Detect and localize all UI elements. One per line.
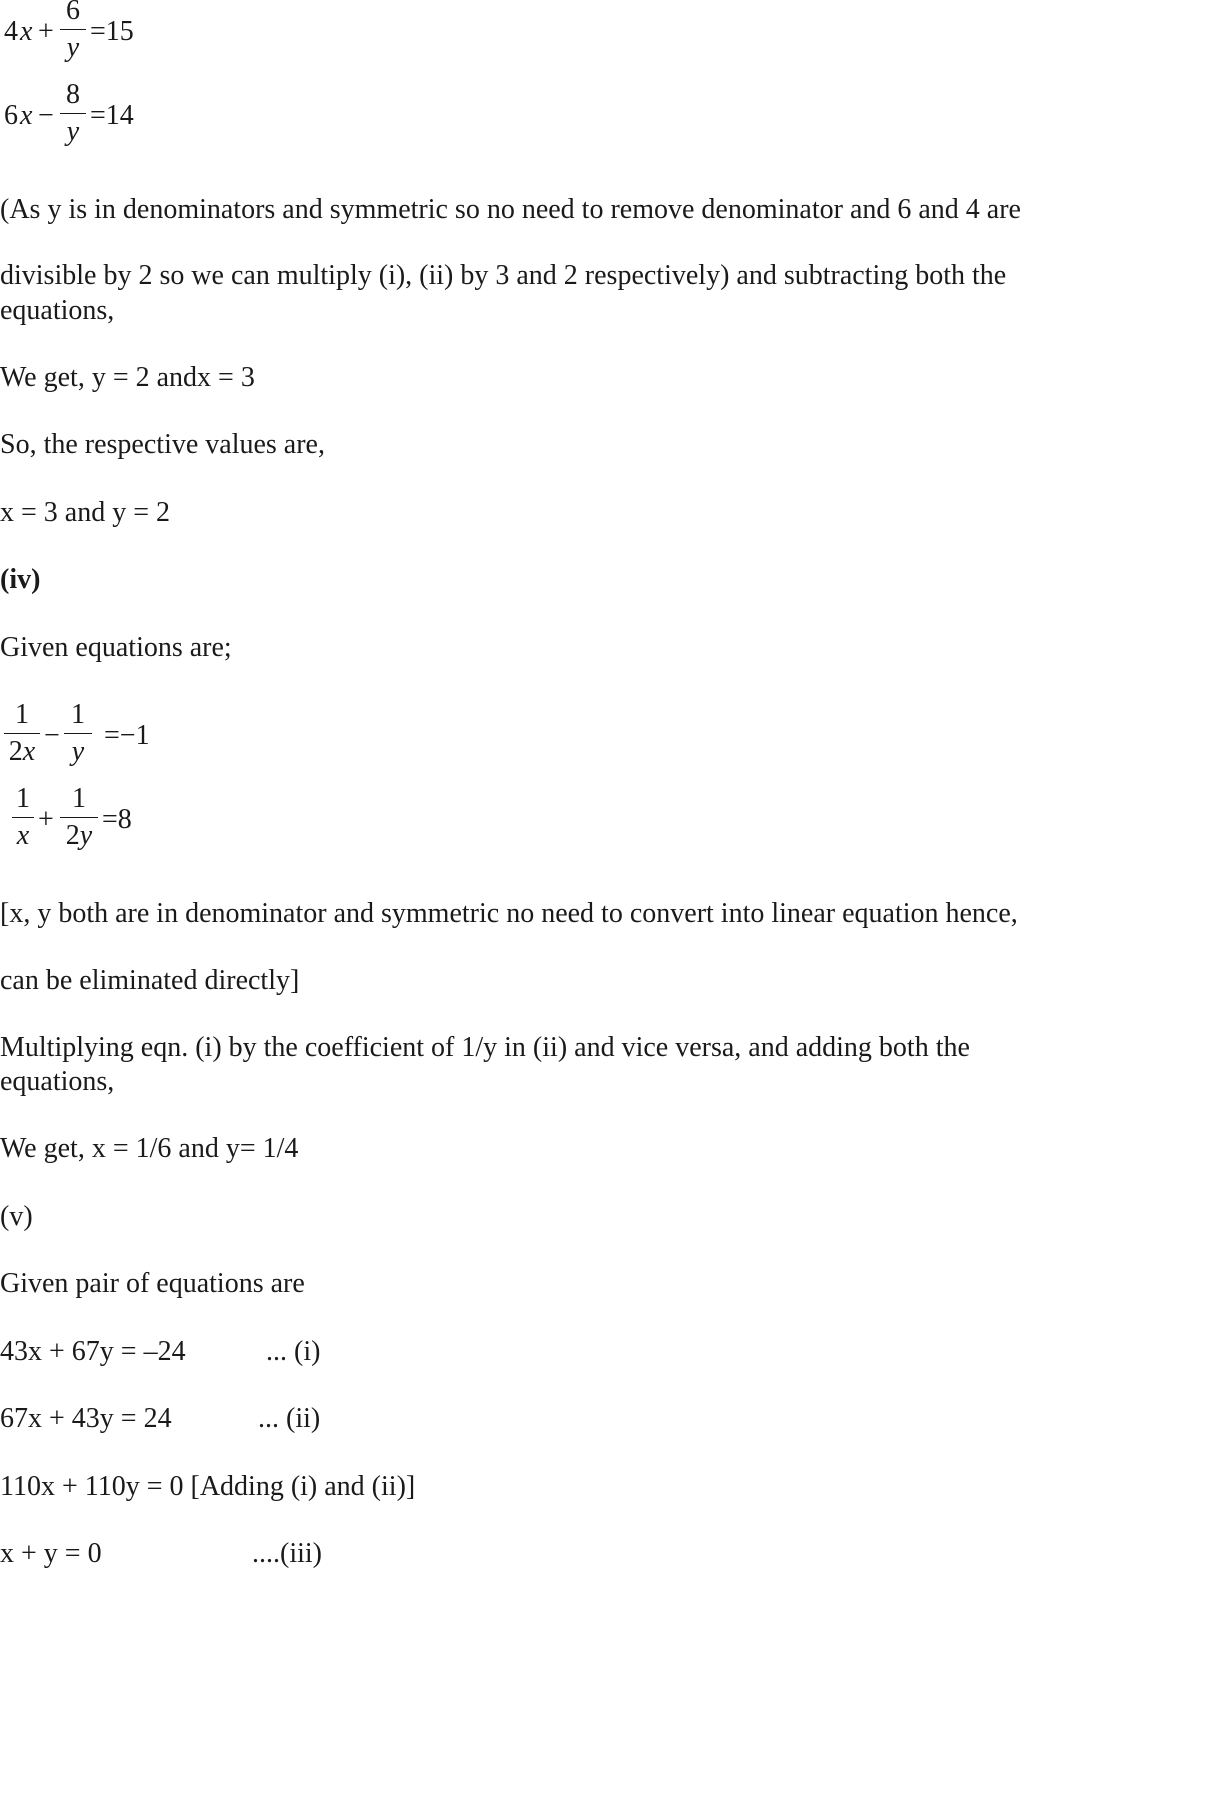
eq1-numerator: 6 bbox=[66, 0, 80, 26]
eq2-numerator: 8 bbox=[66, 79, 80, 110]
part-iv-heading: (iv) bbox=[0, 564, 41, 595]
fraction-bar bbox=[60, 29, 86, 30]
equation-v-iii-tag: ....(iii) bbox=[252, 1538, 322, 1569]
eq2-variable-x: x bbox=[20, 100, 33, 131]
eq3-denominator-2: y bbox=[71, 736, 85, 767]
eq3-fraction-1 bbox=[4, 700, 40, 767]
fraction-bar bbox=[60, 817, 98, 818]
equation-v-i-tag: ... (i) bbox=[266, 1336, 321, 1367]
eq2-coefficient: 6 bbox=[4, 100, 18, 131]
eq1-denominator: y bbox=[66, 32, 80, 63]
eq3-denominator-1 bbox=[4, 737, 40, 767]
result-x-y-fractions: We get, x = 1/6 and y= 1/4 bbox=[0, 1133, 299, 1164]
fraction-bar bbox=[4, 733, 40, 734]
eq2-rhs: =14 bbox=[90, 100, 134, 131]
equation-v-iii: x + y = 0 bbox=[0, 1538, 102, 1569]
equation-v-ii: 67x + 43y = 24 bbox=[0, 1403, 172, 1434]
eq4-fraction-1 bbox=[12, 784, 34, 851]
eq4-denominator-2 bbox=[60, 821, 98, 851]
eq3-numerator-1: 1 bbox=[15, 699, 29, 730]
eq3-rhs: =−1 bbox=[104, 720, 150, 751]
result-line-y2-x3: We get, y = 2 andx = 3 bbox=[0, 362, 255, 393]
eq4-den2-var: y bbox=[79, 820, 93, 851]
eq4-operator: + bbox=[38, 804, 54, 835]
eq1-operator: + bbox=[38, 16, 54, 47]
given-pair-v: Given pair of equations are bbox=[0, 1268, 305, 1299]
eq3-numerator-2: 1 bbox=[71, 699, 85, 730]
eq3-fraction-2 bbox=[64, 700, 92, 767]
eq1-rhs: =15 bbox=[90, 16, 134, 47]
fraction-bar bbox=[64, 733, 92, 734]
paragraph-2-line-2: can be eliminated directly] bbox=[0, 965, 300, 996]
part-v-heading: (v) bbox=[0, 1201, 33, 1232]
paragraph-3-line-1: Multiplying eqn. (i) by the coefficient of 1/y in (ii) and vice versa, and adding both the bbox=[0, 1032, 970, 1063]
eq2-denominator: y bbox=[66, 116, 80, 147]
eq4-fraction-2 bbox=[60, 784, 98, 851]
given-equations-iv: Given equations are; bbox=[0, 632, 232, 663]
fraction-bar bbox=[60, 113, 86, 114]
paragraph-1-line-1: (As y is in denominators and symmetric so no need to remove denominator and 6 and 4 are bbox=[0, 194, 1021, 225]
eq3-operator: − bbox=[44, 720, 60, 751]
eq4-den2-coef: 2 bbox=[65, 820, 80, 851]
eq1-fraction bbox=[60, 0, 86, 63]
equation-v-sum: 110x + 110y = 0 [Adding (i) and (ii)] bbox=[0, 1471, 416, 1502]
eq4-numerator-1: 1 bbox=[16, 783, 30, 814]
eq3-den1-var: x bbox=[22, 736, 36, 767]
equation-v-i: 43x + 67y = –24 bbox=[0, 1336, 186, 1367]
eq2-fraction bbox=[60, 80, 86, 147]
eq4-numerator-2: 1 bbox=[72, 783, 86, 814]
paragraph-1-line-3: equations, bbox=[0, 295, 115, 326]
eq1-variable-x: x bbox=[20, 16, 33, 47]
respective-values-line: So, the respective values are, bbox=[0, 429, 325, 460]
paragraph-3-line-2: equations, bbox=[0, 1066, 115, 1097]
eq1-coefficient: 4 bbox=[4, 16, 18, 47]
eq4-denominator-1: x bbox=[16, 820, 30, 851]
eq2-operator: − bbox=[38, 100, 54, 131]
result-x3-y2: x = 3 and y = 2 bbox=[0, 497, 171, 528]
paragraph-1-line-2: divisible by 2 so we can multiply (i), (ii) by 3 and 2 respectively) and subtracting both the bbox=[0, 260, 1007, 291]
fraction-bar bbox=[12, 817, 34, 818]
paragraph-2-line-1: [x, y both are in denominator and symmetric no need to convert into linear equation hence, bbox=[0, 898, 1018, 929]
equation-v-ii-tag: ... (ii) bbox=[258, 1403, 321, 1434]
eq3-den1-coef: 2 bbox=[8, 736, 23, 767]
eq4-rhs: =8 bbox=[102, 804, 132, 835]
